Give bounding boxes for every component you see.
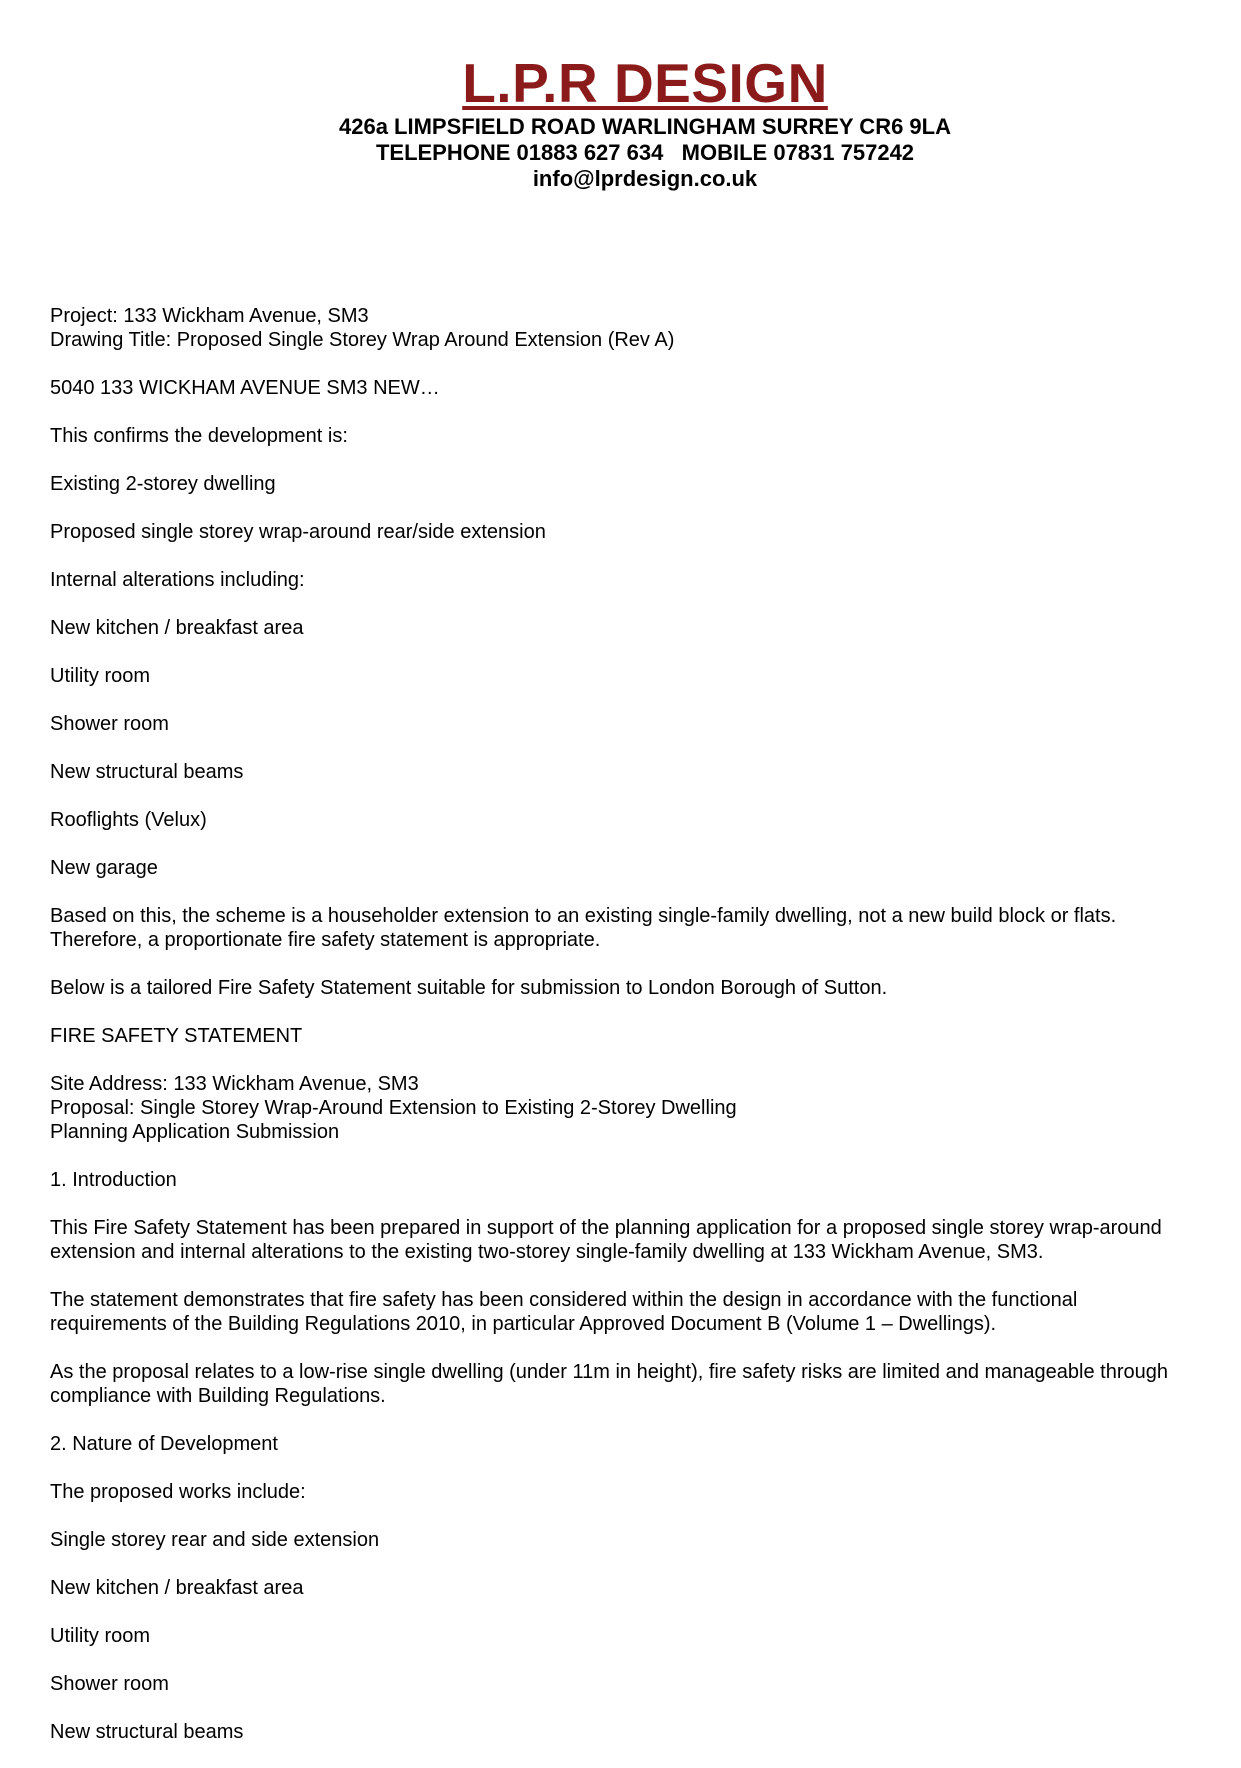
list-item: New kitchen / breakfast area xyxy=(50,1577,304,1599)
section-heading-nature: 2. Nature of Development xyxy=(50,1433,278,1455)
list-item: Utility room xyxy=(50,665,151,687)
list-item: New structural beams xyxy=(50,761,244,783)
project-block xyxy=(50,304,1220,352)
text-line: compliance with Building Regulations. xyxy=(50,1385,386,1407)
list-item: New kitchen / breakfast area xyxy=(50,617,304,639)
company-address: 426a LIMPSFIELD ROAD WARLINGHAM SURREY CR6 9LA xyxy=(338,114,951,139)
company-email: info@lprdesign.co.uk xyxy=(532,166,758,191)
letterhead xyxy=(0,52,1241,192)
intro-paragraph-2 xyxy=(50,1288,1220,1336)
list-item: Existing 2-storey dwelling xyxy=(50,473,276,495)
text-line: requirements of the Building Regulations 2010, in particular Approved Document B (Volume 1 – Dwellings). xyxy=(50,1313,997,1335)
list-item: Utility room xyxy=(50,1625,151,1647)
list-item: New garage xyxy=(50,857,158,879)
list-item: New structural beams xyxy=(50,1721,244,1743)
list-item: Shower room xyxy=(50,1673,169,1695)
below-is-paragraph: Below is a tailored Fire Safety Statement suitable for submission to London Borough of Sutton. xyxy=(50,977,888,999)
intro-paragraph-1 xyxy=(50,1216,1220,1264)
list-item: Shower room xyxy=(50,713,169,735)
text-line: Based on this, the scheme is a householder extension to an existing single-family dwelling, not a new build block or flats. xyxy=(50,905,1117,927)
site-address-line: Site Address: 133 Wickham Avenue, SM3 xyxy=(50,1073,419,1095)
drawing-title-line: Drawing Title: Proposed Single Storey Wrap Around Extension (Rev A) xyxy=(50,329,675,351)
company-phones: TELEPHONE 01883 627 634 MOBILE 07831 757242 xyxy=(375,140,915,165)
confirm-intro: This confirms the development is: xyxy=(50,425,348,447)
proposal-line: Proposal: Single Storey Wrap-Around Extension to Existing 2-Storey Dwelling xyxy=(50,1097,737,1119)
company-name: L.P.R DESIGN xyxy=(462,52,828,114)
section-heading-introduction: 1. Introduction xyxy=(50,1169,177,1191)
text-line: extension and internal alterations to the existing two-storey single-family dwelling at 133 Wickham Avenue, SM3. xyxy=(50,1241,1044,1263)
fss-title: FIRE SAFETY STATEMENT xyxy=(50,1025,303,1047)
text-line: Therefore, a proportionate fire safety statement is appropriate. xyxy=(50,929,601,951)
list-item: Internal alterations including: xyxy=(50,569,305,591)
text-line: As the proposal relates to a low-rise single dwelling (under 11m in height), fire safety risks are limited and manageable through xyxy=(50,1361,1168,1383)
site-block xyxy=(50,1072,1220,1144)
intro-paragraph-3 xyxy=(50,1360,1220,1408)
submission-line: Planning Application Submission xyxy=(50,1121,340,1143)
works-intro: The proposed works include: xyxy=(50,1481,306,1503)
text-line: The statement demonstrates that fire safety has been considered within the design in accordance with the functional xyxy=(50,1289,1078,1311)
based-on-paragraph xyxy=(50,904,1220,952)
project-line: Project: 133 Wickham Avenue, SM3 xyxy=(50,305,369,327)
text-line: This Fire Safety Statement has been prepared in support of the planning application for a proposed single storey wrap-around xyxy=(50,1217,1162,1239)
reference-line: 5040 133 WICKHAM AVENUE SM3 NEW… xyxy=(50,377,440,399)
list-item: Single storey rear and side extension xyxy=(50,1529,380,1551)
list-item: Rooflights (Velux) xyxy=(50,809,207,831)
document-body xyxy=(50,304,1220,1768)
list-item: Proposed single storey wrap-around rear/side extension xyxy=(50,521,546,543)
